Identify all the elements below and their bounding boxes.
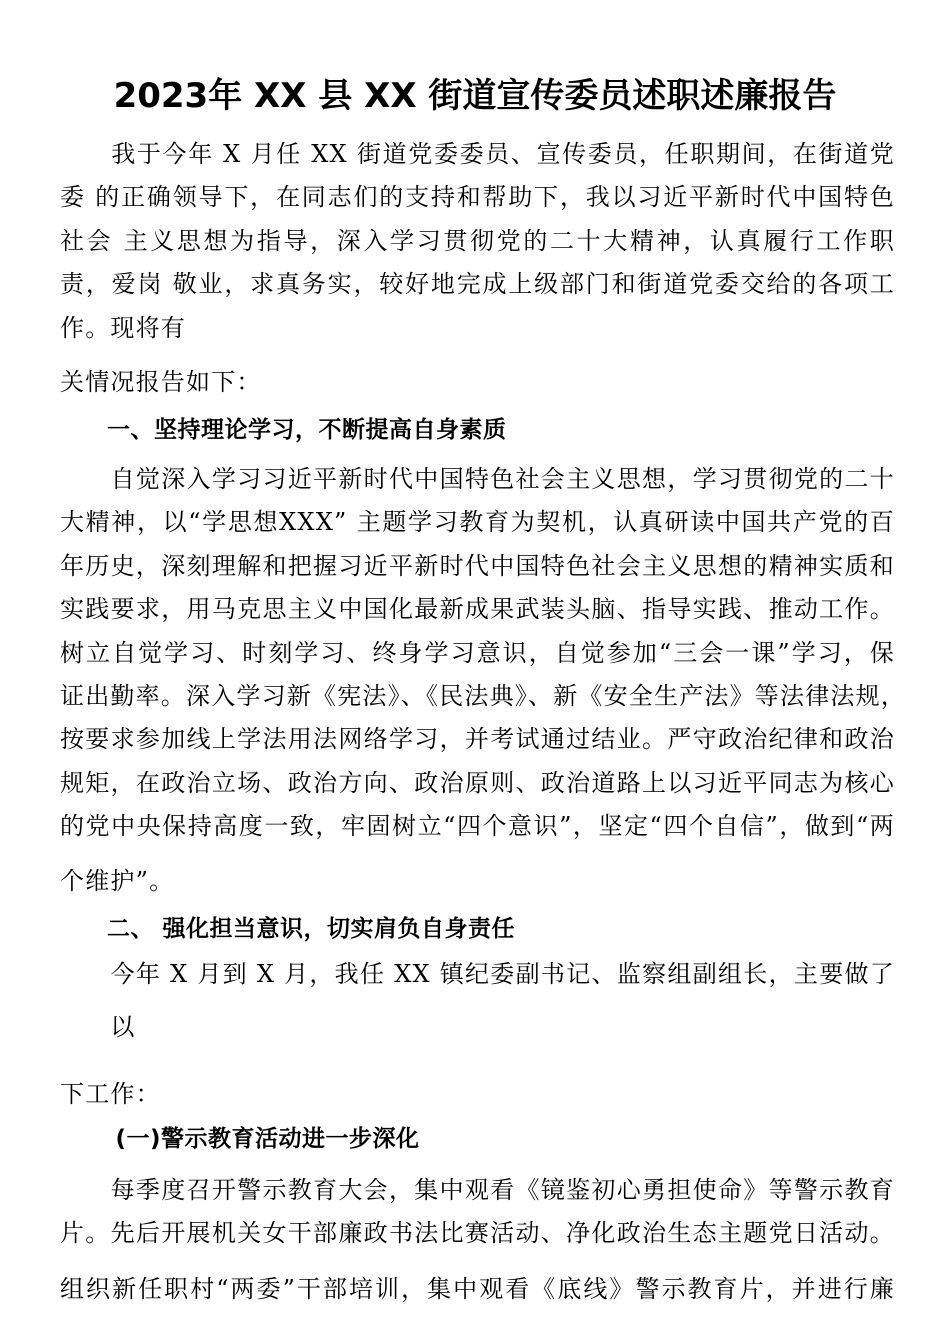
paragraph-line: 自觉深入学习习近平新时代中国特色社会主义思想，学习贯彻党的二十 xyxy=(60,465,895,493)
paragraph-line: 树立自觉学习、时刻学习、终身学习意识，自觉参加“三会一课”学习，保 xyxy=(60,639,895,667)
paragraph-line: 每季度召开警示教育大会，集中观看《镜鉴初心勇担使命》等警示教育 xyxy=(60,1176,895,1204)
paragraph-line: 委 的正确领导下，在同志们的支持和帮助下，我以习近平新时代中国特色 xyxy=(60,183,895,211)
paragraph-line: 年历史，深刻理解和把握习近平新时代中国特色社会主义思想的精神实质和 xyxy=(60,552,895,580)
paragraph-line: 社会 主义思想为指导，深入学习贯彻党的二十大精神，认真履行工作职 xyxy=(60,227,895,255)
subsection-heading: (一)警示教育活动进一步深化 xyxy=(60,1126,420,1152)
paragraph-line: 证出勤率。深入学习新《宪法》、《民法典》、新《安全生产法》等法律法规， xyxy=(60,682,906,710)
section-heading: 一、坚持理论学习，不断提高自身素质 xyxy=(60,417,507,443)
paragraph-line: 作。现将有 xyxy=(60,314,186,342)
paragraph-line: 大精神，以“学思想XXX” 主题学习教育为契机，认真研读中国共产党的百 xyxy=(60,508,895,536)
paragraph-line: 片。先后开展机关女干部廉政书法比赛活动、净化政治生态主题党日活动。 xyxy=(60,1219,895,1247)
paragraph-line: 的党中央保持高度一致，牢固树立“四个意识”，坚定“四个自信”，做到“两 xyxy=(60,812,895,840)
paragraph-line: 我于今年 X 月任 XX 街道党委委员、宣传委员，任职期间，在街道党 xyxy=(60,140,895,168)
paragraph-line: 以 xyxy=(60,1013,136,1041)
paragraph-line: 按要求参加线上学法用法网络学习，并考试通过结业。严守政治纪律和政治 xyxy=(60,725,895,753)
paragraph-line: 责，爱岗 敬业，求真务实，较好地完成上级部门和街道党委交给的各项工 xyxy=(60,270,895,298)
paragraph-line: 下工作： xyxy=(60,1080,161,1108)
paragraph-line: 规矩，在政治立场、政治方向、政治原则、政治道路上以习近平同志为核心 xyxy=(60,769,895,797)
paragraph-line: 个维护”。 xyxy=(60,867,175,895)
section-heading: 二、 强化担当意识，切实肩负自身责任 xyxy=(60,916,516,942)
document-title: 2023年 XX 县 XX 街道宣传委员述职述廉报告 xyxy=(113,76,837,116)
paragraph-line: 今年 X 月到 X 月，我任 XX 镇纪委副书记、监察组副组长，主要做了 xyxy=(60,960,895,988)
paragraph-line: 实践要求，用马克思主义中国化最新成果武装头脑、指导实践、推动工作。 xyxy=(60,595,895,623)
paragraph-line: 关情况报告如下： xyxy=(60,368,262,396)
paragraph-line: 组织新任职村“两委”干部培训，集中观看《底线》警示教育片，并进行廉 xyxy=(60,1275,895,1303)
